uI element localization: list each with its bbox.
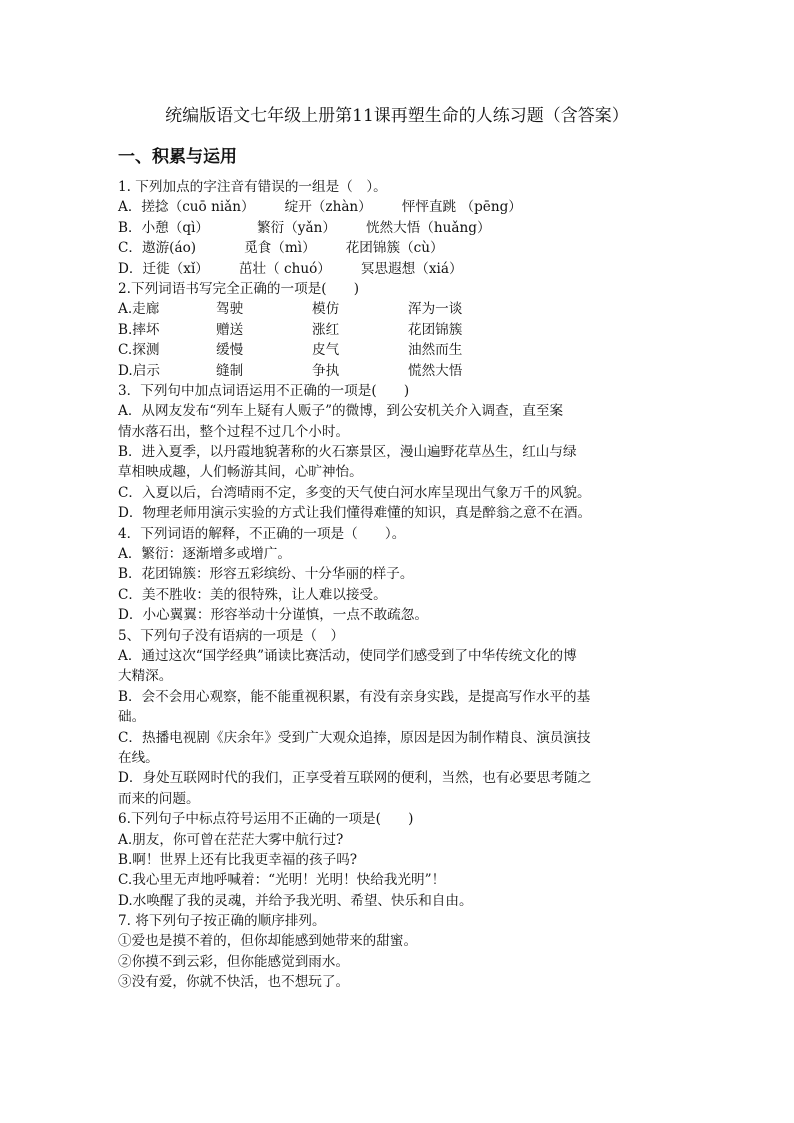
section-heading: 一、积累与运用 [118, 147, 237, 167]
question-5-option-a-line2: 大精深。 [118, 668, 173, 685]
question-2-stem: 2.下列词语书写完全正确的一项是( ) [118, 280, 360, 297]
question-4-option-d: D．小心翼翼：形容举动十分谨慎，一点不敢疏忽。 [118, 607, 428, 624]
exercise-content [118, 177, 678, 993]
question-6-option-c: C.我心里无声地呼喊着：“光明！光明！快给我光明”！ [118, 872, 446, 889]
question-1-option-c: C．遨游(áo) 觅食（mì） 花团锦簇（cù） [118, 240, 444, 257]
question-7-sentence-2: ②你摸不到云彩，但你能感觉到雨水。 [118, 953, 350, 970]
question-6-stem: 6.下列句子中标点符号运用不正确的一项是( ) [118, 811, 414, 828]
question-3-option-a-line1: A．从网友发布“列车上疑有人贩子”的微博，到公安机关介入调查，直至案 [118, 403, 564, 420]
question-4-option-b: B．花团锦簇：形容五彩缤纷、十分华丽的样子。 [118, 566, 414, 583]
question-4-option-c: C．美不胜收：美的很特殊，让人难以接受。 [118, 586, 387, 603]
question-6-option-d: D.水唤醒了我的灵魂，并给予我光明、希望、快乐和自由。 [118, 892, 473, 909]
question-5-option-d-line1: D．身处互联网时代的我们，正享受着互联网的便利，当然，也有必要思考随之 [118, 770, 592, 787]
question-7-sentence-1: ①爱也是摸不着的，但你却能感到她带来的甜蜜。 [118, 933, 418, 950]
question-5-option-c-line2: 在线。 [118, 749, 159, 766]
question-2-row-d: D.启示 缝制 争执 慌然大悟 [118, 362, 463, 379]
question-3-option-a-line2: 情水落石出，整个过程不过几个小时。 [118, 423, 350, 440]
question-3-stem: 3．下列句中加点词语运用不正确的一项是( ) [118, 382, 410, 399]
question-2-row-c: C.探测 缓慢 皮气 油然而生 [118, 342, 463, 359]
question-7-sentence-3: ③没有爱，你就不快活，也不想玩了。 [118, 974, 350, 991]
question-1-stem: 1. 下列加点的字注音有错误的一组是（ ）。 [118, 179, 387, 195]
question-5-option-b-line2: 础。 [118, 709, 146, 726]
question-1-option-a: A．搓捻（cuō niǎn） 绽开（zhàn） 怦怦直跳 （pēng） [118, 199, 522, 216]
question-5-option-c-line1: C．热播电视剧《庆余年》受到广大观众追捧，原因是因为制作精良、演员演技 [118, 729, 591, 746]
question-3-option-b-line1: B．进入夏季，以丹霞地貌著称的火石寨景区，漫山遍野花草丛生，红山与绿 [118, 444, 577, 461]
question-4-stem: 4．下列词语的解释，不正确的一项是（ ）。 [118, 525, 406, 542]
question-7-stem: 7. 将下列句子按正确的顺序排列。 [118, 913, 326, 930]
question-3-option-d: D．物理老师用演示实验的方式让我们懂得难懂的知识，真是醉翁之意不在酒。 [118, 505, 592, 522]
document-title: 统编版语文七年级上册第11课再塑生命的人练习题（含答案） [165, 106, 629, 126]
question-2-row-b: B.摔坏 赠送 涨红 花团锦簇 [118, 321, 463, 338]
question-6-option-b: B.啊！世界上还有比我更幸福的孩子吗? [118, 851, 358, 868]
question-4-option-a: A．繁衍：逐渐增多或增广。 [118, 546, 291, 563]
question-1-option-b: B．小憩（qì） 繁衍（yǎn） 恍然大悟（huǎng） [118, 219, 491, 236]
question-3-option-c: C．入夏以后，台湾晴雨不定，多变的天气使白河水库呈现出气象万千的风貌。 [118, 484, 591, 501]
question-1-option-d: D．迁徙（xǐ） 茁壮（ chuó） 冥思遐想（xiá） [118, 260, 463, 277]
question-6-option-a: A.朋友，你可曾在茫茫大雾中航行过? [118, 831, 344, 848]
question-3-option-b-line2: 草相映成趣，人们畅游其间，心旷神怡。 [118, 464, 363, 481]
question-5-stem: 5、下列句子没有语病的一项是（ ） [118, 627, 345, 644]
question-2-row-a: A.走廊 驾驶 模仿 浑为一谈 [118, 301, 463, 318]
question-5-option-a-line1: A．通过这次“国学经典”诵读比赛活动，使同学们感受到了中华传统文化的博 [118, 647, 577, 664]
question-5-option-b-line1: B．会不会用心观察，能不能重视积累，有没有亲身实践，是提高写作水平的基 [118, 688, 591, 705]
question-5-option-d-line2: 而来的问题。 [118, 790, 200, 807]
